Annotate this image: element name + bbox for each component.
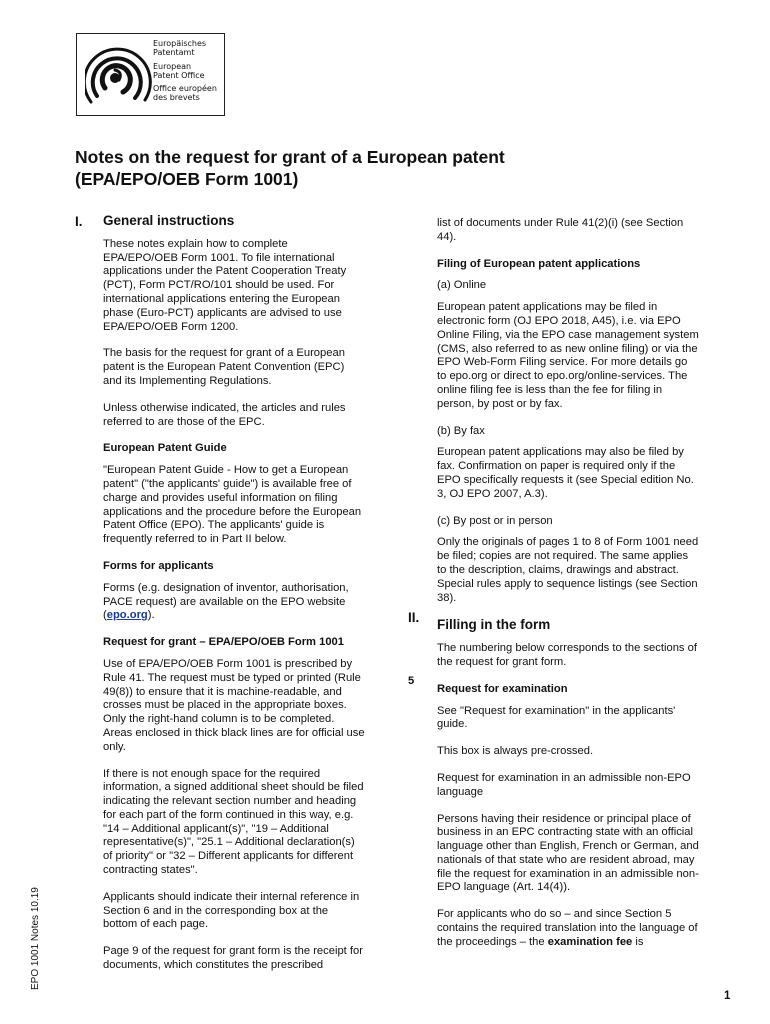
epo-logo [76,33,225,116]
section-2-heading: Filling in the form [437,617,551,633]
paragraph: Use of EPA/EPO/OEB Form 1001 is prescribed by Rule 41. The request must be typed or printed (Rule 49(8)) to ensure that it is machine-readable, and crosses must be placed in the appropriate boxes. Only the right-hand column is to be completed. Areas enclosed in thick black lines are for official use only. [103,657,365,753]
title-line-1: Notes on the request for grant of a European patent [75,147,505,167]
logo-line: Europäisches [153,39,207,48]
item-5-heading: Request for examination [437,682,568,695]
paragraph: list of documents under Rule 41(2)(i) (see Section 44). [437,217,684,243]
logo-text [153,39,217,103]
left-column [103,214,365,986]
section-2-number: II. [408,610,420,625]
paragraph: "European Patent Guide - How to get a European patent" ("the applicants' guide") is available free of charge and provides useful information on filing applications and the procedure before the European Patent Office (EPO). The applicants' guide is frequently referred to in Part II below. [103,464,362,546]
paragraph: European patent applications may be filed in electronic form (OJ EPO 2018, A45), i.e. via EPO Online Filing, via the EPO case management system (CMS, also referred to as new online filing) or via the EPO Web-Form Filing service. For more details go to epo.org or direct to epo.org/online-services. The online filing fee is less than the fee for filing in person, by post or by fax. [437,301,699,410]
epo-logo-icon [85,40,155,110]
logo-line: European [153,61,192,71]
forms-text: Forms (e.g. designation of inventor, authorisation, PACE request) are available on the EPO website ( [103,581,349,622]
paragraph: The numbering below corresponds to the sections of the request for grant form. [437,642,697,668]
paragraph: Persons having their residence or principal place of business in an EPC contracting state with an official language other than English, French or German, and nationals of that state who are resident abroad, may file the request for examination in an admissible non-EPO language (Art. 14(4)). [437,812,699,894]
paragraph: Request for examination in an admissible non-EPO language [437,771,691,798]
paragraph: If there is not enough space for the required information, a signed additional sheet should be filed indicating the relevant section number and heading for each part of the form continued in this way, e.g. "14 – Additional applicant(s)", "19 – Additional representative(s)", "25.1 – Additional declaration(s) of priority" or "32 – Different applicants for different contracting states". [103,767,364,877]
paragraph: These notes explain how to complete EPA/EPO/OEB Form 1001. To file international applications under the Patent Cooperation Treaty (PCT), Form PCT/RO/101 should be used. For international applications entering the European phase (Euro-PCT) applicants are advised to use EPA/EPO/OEB Form 1200. [103,237,347,333]
filing-option-b-label: (b) By fax [437,424,485,437]
title-line-2: (EPA/EPO/OEB Form 1001) [75,169,299,189]
paragraph [437,908,699,949]
filing-option-a-label: (a) Online [437,279,487,292]
paragraph: European patent applications may also be filed by fax. Confirmation on paper is required only if the EPO specifically requests it (see Special edition No. 3, OJ EPO 2007, A.3). [437,446,694,500]
paragraph: Applicants should indicate their internal reference in Section 6 and in the corresponding box at the bottom of each page. [103,890,360,931]
paragraph: Only the originals of pages 1 to 8 of Form 1001 need be filed; copies are not required. The same applies to the description, claims, drawings and abstract. Special rules apply to sequence listings (see Section 38). [437,536,699,604]
request-heading: Request for grant – EPA/EPO/OEB Form 1001 [103,636,345,649]
section-1-heading: General instructions [103,213,235,228]
logo-line: Patent Office [153,70,205,80]
side-label: EPO 1001 Notes 10.19 [30,887,41,990]
paragraph: Unless otherwise indicated, the articles and rules referred to are those of the EPC. [103,401,346,428]
paragraph: This box is always pre-crossed. [437,745,594,758]
guide-heading: European Patent Guide [103,442,227,455]
filing-option-c-label: (c) By post or in person [437,514,553,527]
section-1-number: I. [75,214,83,229]
logo-line: Office européen [153,84,217,94]
epo-website-link[interactable]: epo.org [106,609,148,622]
examination-fee-bold: examination fee [547,935,633,948]
forms-heading: Forms for applicants [103,559,214,572]
page-title [75,146,505,190]
paragraph: Page 9 of the request for grant form is the receipt for documents, which constitutes the prescribed [103,945,363,972]
item-5-number: 5 [408,675,415,687]
item-5-p5-end: is [632,935,644,948]
paragraph [103,582,365,623]
right-column [437,217,699,963]
forms-text-end: ). [147,609,155,622]
logo-line: Patentamt [153,48,195,58]
logo-line: des brevets [153,93,200,103]
paragraph: See "Request for examination" in the applicants' guide. [437,704,676,731]
page-number: 1 [724,990,731,1002]
filing-heading: Filing of European patent applications [437,257,641,270]
item-5-p5-text: For applicants who do so – and since Section 5 contains the required translation into the language of the proceedings – the [437,908,698,948]
paragraph: The basis for the request for grant of a European patent is the European Patent Convention (EPC) and its Implementing Regulations. [103,347,345,387]
